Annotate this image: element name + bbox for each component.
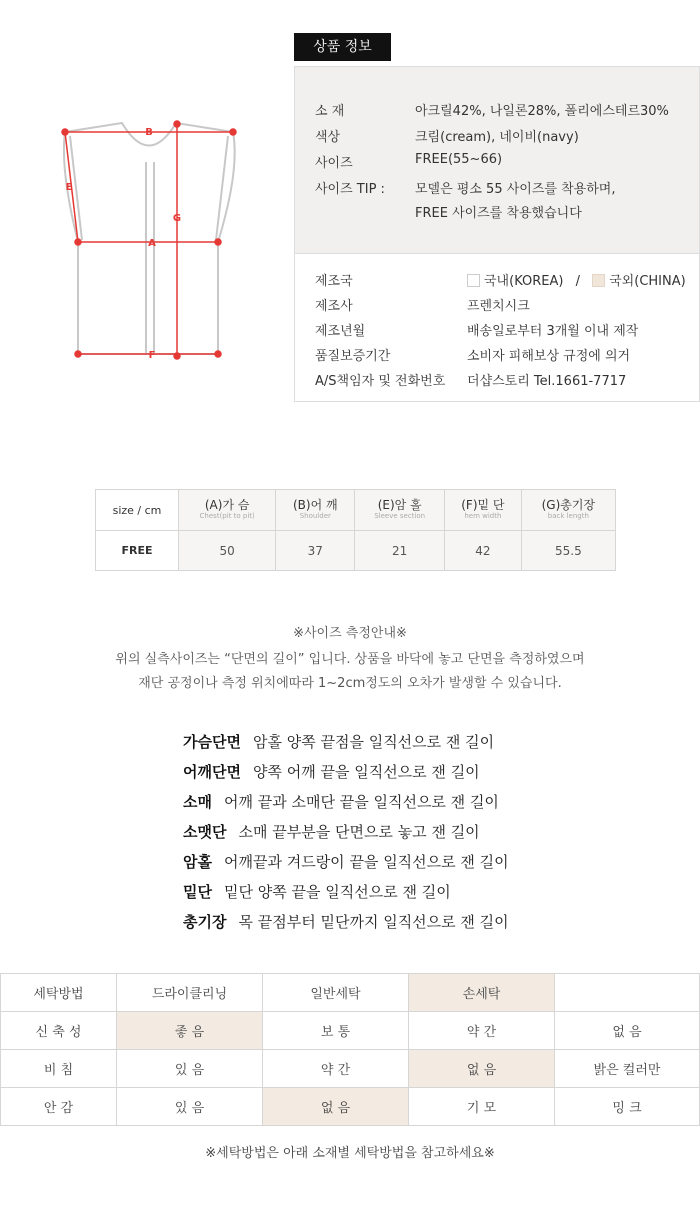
definition-desc: 목 끝점부터 밑단까지 일직선으로 잰 길이 — [238, 913, 509, 931]
info-value: FREE 사이즈를 착용했습니다 — [415, 206, 582, 221]
origin-china-label: 국외(CHINA) — [609, 274, 686, 289]
definition-cuff — [183, 821, 480, 842]
definition-armhole — [183, 851, 509, 872]
info-label: 제조국 — [315, 274, 353, 289]
care-cell: 밝은 컬러만 — [555, 1050, 700, 1088]
care-row-label: 비 침 — [1, 1050, 117, 1088]
info-value: 프렌치시크 — [467, 299, 530, 314]
care-cell-selected: 없 음 — [409, 1050, 555, 1088]
col-length — [521, 490, 615, 531]
care-cell: 밍 크 — [555, 1088, 700, 1126]
size-cell: 21 — [355, 531, 445, 571]
definition-length — [183, 911, 509, 932]
care-row-wash — [1, 974, 700, 1012]
info-value: 아크릴42%, 나일론28%, 폴리에스테르30% — [415, 104, 669, 119]
definition-term: 밑단 — [183, 883, 212, 901]
info-value: 크림(cream), 네이비(navy) — [415, 130, 579, 145]
care-note: ※세탁방법은 아래 소재별 세탁방법을 참고하세요※ — [205, 1146, 495, 1161]
info-value: 소비자 피해보상 규정에 의거 — [467, 349, 631, 364]
origin-separator: / — [575, 274, 580, 289]
definition-term: 가슴단면 — [183, 733, 241, 751]
info-label: 사이즈 — [315, 156, 353, 171]
size-cell: 55.5 — [521, 531, 615, 571]
definition-hem — [183, 881, 451, 902]
size-cell: 50 — [179, 531, 276, 571]
col-title: (E)암 홀 — [377, 498, 422, 512]
care-row-sheer — [1, 1050, 700, 1088]
definition-desc: 밑단 양쪽 끝을 일직선으로 잰 길이 — [223, 883, 451, 901]
care-cell-selected: 좋 음 — [117, 1012, 263, 1050]
care-cell-selected: 없 음 — [263, 1088, 409, 1126]
definition-term: 어깨단면 — [183, 763, 241, 781]
care-cell: 기 모 — [409, 1088, 555, 1126]
info-value: 더샵스토리 Tel.1661-7717 — [467, 374, 627, 389]
col-chest — [179, 490, 276, 531]
care-row-lining — [1, 1088, 700, 1126]
col-subtitle: hem width — [464, 512, 502, 520]
definition-shoulder — [183, 761, 480, 782]
size-guide-title: ※사이즈 측정안내※ — [293, 626, 407, 641]
info-value: FREE(55~66) — [415, 152, 503, 167]
product-info-title: 상품 정보 — [294, 33, 391, 61]
size-unit-label: size / cm — [96, 490, 179, 531]
care-cell: 있 음 — [117, 1050, 263, 1088]
info-label: 제조사 — [315, 299, 353, 314]
size-cell: 37 — [276, 531, 355, 571]
product-info-box-main — [294, 66, 700, 254]
info-value: 배송일로부터 3개월 이내 제작 — [467, 324, 639, 339]
care-cell-selected: 손세탁 — [409, 974, 555, 1012]
care-table — [0, 973, 700, 1126]
label-e: E — [65, 182, 73, 193]
definition-chest — [183, 731, 494, 752]
care-cell — [555, 974, 700, 1012]
definition-desc: 양쪽 어깨 끝을 일직선으로 잰 길이 — [252, 763, 480, 781]
definition-term: 총기장 — [183, 913, 227, 931]
definition-desc: 암홀 양쪽 끝점을 일직선으로 잰 길이 — [252, 733, 495, 751]
info-label: 소 재 — [315, 104, 345, 119]
label-g: G — [172, 213, 182, 224]
care-row-label: 신 축 성 — [1, 1012, 117, 1050]
label-b: B — [145, 127, 153, 138]
info-label: 품질보증기간 — [315, 349, 391, 364]
col-title: (F)밑 단 — [461, 498, 505, 512]
col-title: (A)가 슴 — [204, 498, 250, 512]
size-cell: 42 — [445, 531, 522, 571]
origin-china-checkbox[interactable] — [592, 274, 605, 287]
col-shoulder — [276, 490, 355, 531]
col-hem — [445, 490, 522, 531]
definition-term: 소매 — [183, 793, 212, 811]
info-value: 모델은 평소 55 사이즈를 착용하며, — [415, 182, 616, 197]
info-label: 색상 — [315, 130, 341, 145]
origin-korea-checkbox[interactable] — [467, 274, 480, 287]
size-table-header — [96, 490, 616, 531]
size-guide-line-1: 위의 실측사이즈는 “단면의 길이” 입니다. 상품을 바닥에 놓고 단면을 측정하였으며 — [115, 652, 585, 667]
origin-korea-label: 국내(KOREA) — [484, 274, 564, 289]
col-armhole — [355, 490, 445, 531]
care-cell: 없 음 — [555, 1012, 700, 1050]
care-cell: 약 간 — [409, 1012, 555, 1050]
size-row-label: FREE — [96, 531, 179, 571]
col-subtitle: Chest(pit to pit) — [199, 512, 255, 520]
care-cell: 약 간 — [263, 1050, 409, 1088]
definition-desc: 어깨끝과 겨드랑이 끝을 일직선으로 잰 길이 — [223, 853, 509, 871]
label-a: A — [148, 238, 156, 249]
col-subtitle: back length — [547, 512, 589, 520]
col-subtitle: Sleeve section — [374, 512, 426, 520]
definition-desc: 소매 끝부분을 단면으로 놓고 잰 길이 — [238, 823, 480, 841]
col-title: (G)총기장 — [541, 498, 596, 512]
info-label: A/S책임자 및 전화번호 — [315, 374, 446, 389]
size-guide-line-2: 재단 공정이나 측정 위치에따라 1~2cm정도의 오차가 발생할 수 있습니다. — [138, 676, 562, 691]
care-cell: 일반세탁 — [263, 974, 409, 1012]
product-info-box-maker — [294, 254, 700, 402]
care-row-stretch — [1, 1012, 700, 1050]
col-subtitle: Shoulder — [299, 512, 331, 520]
label-f: F — [148, 350, 156, 361]
col-title: (B)어 깨 — [292, 498, 338, 512]
definition-term: 소맷단 — [183, 823, 227, 841]
origin-options — [467, 270, 686, 289]
info-label: 사이즈 TIP : — [315, 182, 385, 197]
definition-desc: 어깨 끝과 소매단 끝을 일직선으로 잰 길이 — [223, 793, 499, 811]
info-label: 제조년월 — [315, 324, 366, 339]
care-cell: 있 음 — [117, 1088, 263, 1126]
care-row-label: 안 감 — [1, 1088, 117, 1126]
size-table — [95, 489, 616, 571]
garment-diagram — [50, 110, 250, 370]
size-table-row — [96, 531, 616, 571]
definition-sleeve — [183, 791, 499, 812]
care-cell: 드라이클리닝 — [117, 974, 263, 1012]
care-row-label: 세탁방법 — [1, 974, 117, 1012]
care-cell: 보 통 — [263, 1012, 409, 1050]
definition-term: 암홀 — [183, 853, 212, 871]
